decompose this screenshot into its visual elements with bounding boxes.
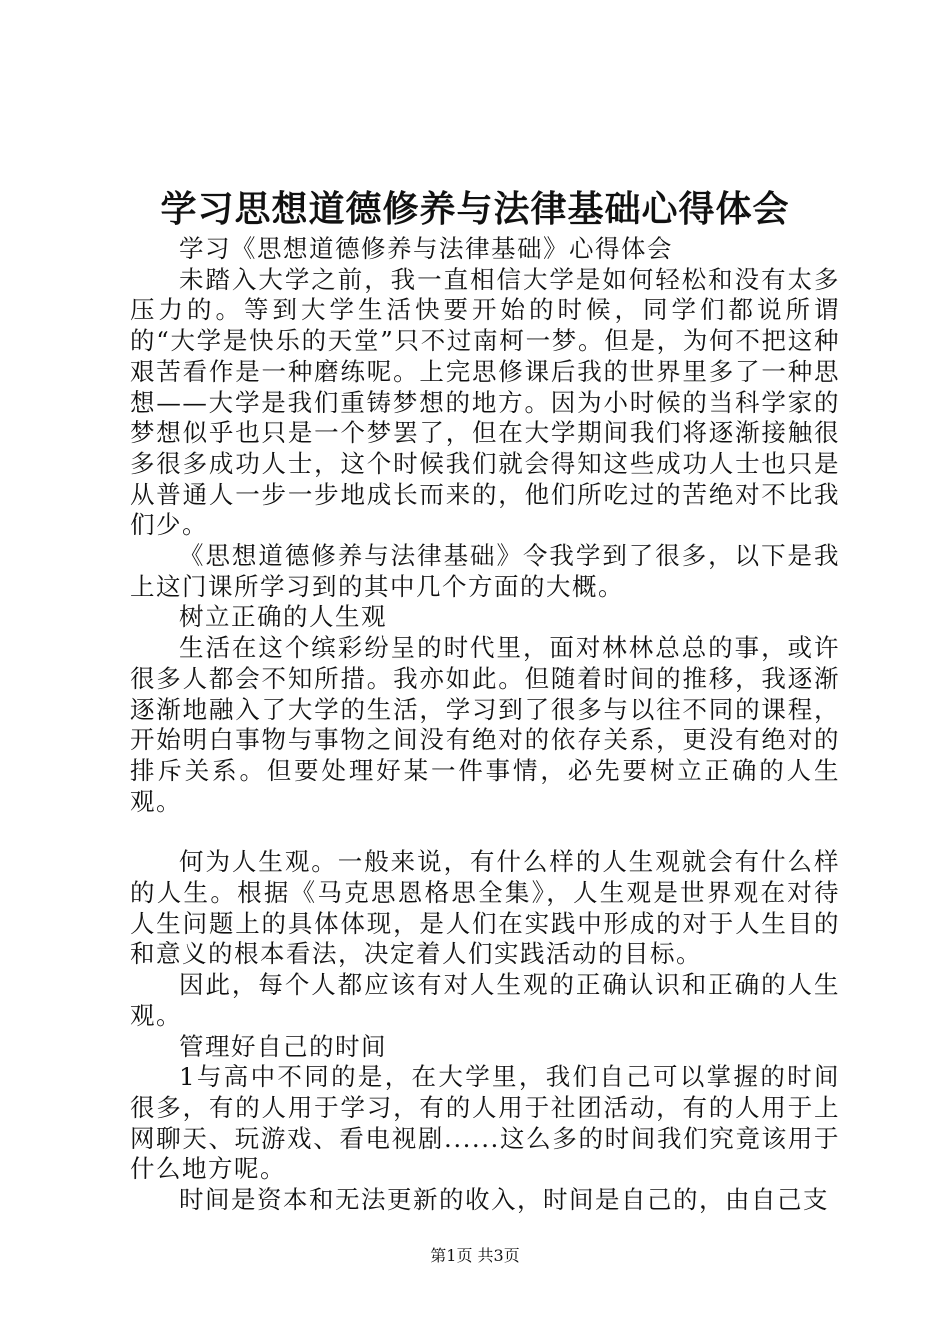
document-body [130, 234, 840, 1216]
page-footer: 第1页 共3页 [430, 1246, 520, 1265]
section-heading: 管理好自己的时间 [179, 1031, 387, 1061]
paragraph: 何为人生观。一般来说，有什么样的人生观就会有什么样的人生。根据《马克思恩格思全集》，人生观是世界观在对待人生问题上的具体体现，是人们在实践中形成的对于人生目的和意义的根本看法，决定着人们实践活动的目标。 [130, 847, 840, 969]
paragraph: 未踏入大学之前，我一直相信大学是如何轻松和没有太多压力的。等到大学生活快要开始的时候，同学们都说所谓的“大学是快乐的天堂”只不过南柯一梦。但是，为何不把这种艰苦看作是一种磨练呢。上完思修课后我的世界里多了一种思想——大学是我们重铸梦想的地方。因为小时候的当科学家的梦想似乎也只是一个梦罢了，但在大学期间我们将逐渐接触很多很多成功人士，这个时候我们就会得知这些成功人士也只是从普通人一步一步地成长而来的，他们所吃过的苦绝对不比我们少。 [130, 264, 840, 540]
document-title: 学习思想道德修养与法律基础心得体会 [160, 188, 790, 230]
paragraph: 生活在这个缤彩纷呈的时代里，面对林林总总的事，或许很多人都会不知所措。我亦如此。但随着时间的推移，我逐渐逐渐地融入了大学的生活，学习到了很多与以往不同的课程，开始明白事物与事物之间没有绝对的依存关系，更没有绝对的排斥关系。但要处理好某一件事情，必先要树立正确的人生观。 [130, 633, 840, 816]
paragraph: 学习《思想道德修养与法律基础》心得体会 [179, 234, 673, 263]
paragraph: 时间是资本和无法更新的收入，时间是自己的，由自己支 [179, 1185, 829, 1215]
paragraph: 因此，每个人都应该有对人生观的正确认识和正确的人生观。 [130, 970, 840, 1030]
section-heading: 树立正确的人生观 [179, 602, 387, 632]
paragraph: 《思想道德修养与法律基础》令我学到了很多，以下是我上这门课所学习到的其中几个方面的大概。 [130, 541, 840, 601]
paragraph: 1与高中不同的是，在大学里，我们自己可以掌握的时间很多，有的人用于学习，有的人用于社团活动，有的人用于上网聊天、玩游戏、看电视剧......这么多的时间我们究竟该用于什么地方呢。 [130, 1062, 840, 1184]
